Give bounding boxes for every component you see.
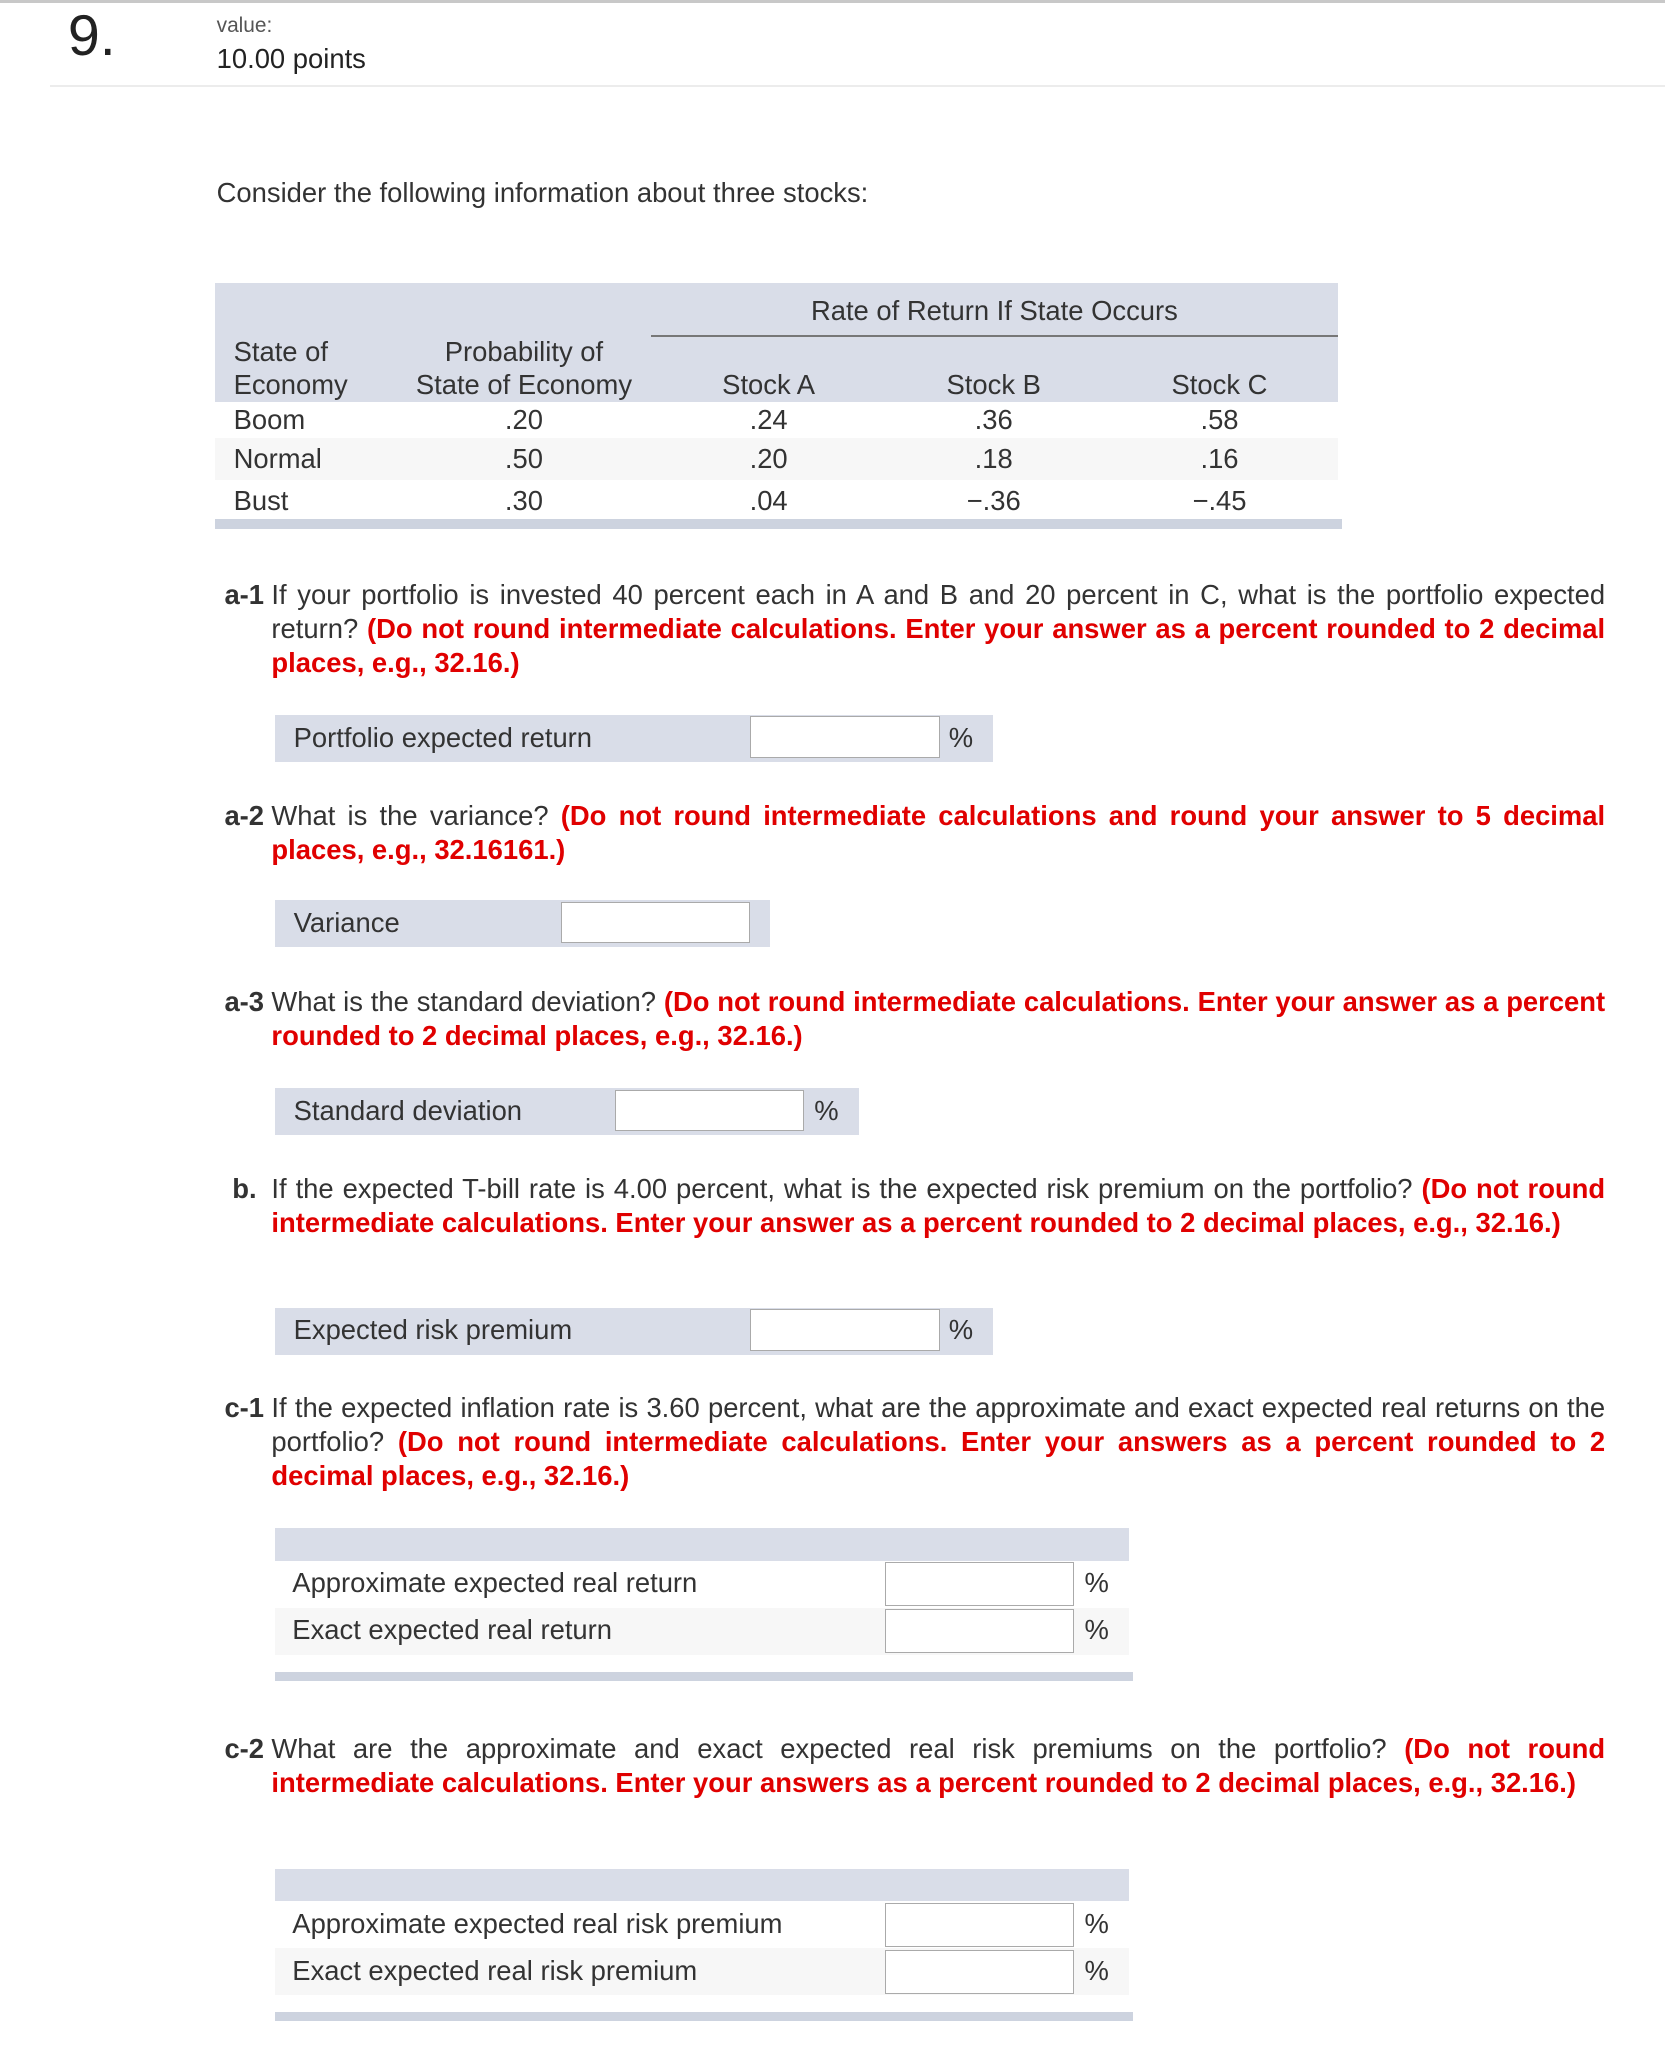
answer-row [275, 1948, 1128, 1995]
field-label: Expected risk premium [293, 1314, 573, 1346]
percent-unit: % [814, 1094, 839, 1126]
group-header-bar [275, 1869, 1128, 1902]
cell-state: Bust [233, 485, 289, 517]
points-value: 10.00 points [216, 43, 366, 75]
cell-a: .20 [749, 443, 788, 475]
part-text: What is the standard deviation? [271, 986, 656, 1018]
cell-a: .24 [749, 403, 788, 435]
part-instructions: (Do not round intermediate calculations. Enter your answers as a percent rounded to 2 decimal places, e.g., 32.16.) [271, 1426, 1606, 1491]
answer-row-risk-premium [275, 1308, 993, 1355]
percent-unit: % [1084, 1567, 1109, 1599]
col-state-header: State of Economy [233, 336, 348, 400]
part-text: What are the approximate and exact expected real risk premiums on the portfolio? [271, 1732, 1387, 1764]
part-instructions: (Do not round intermediate calculations. Enter your answer as a percent rounded to 2 decimal places, e.g., 32.16.) [271, 613, 1606, 678]
answer-group-real-risk-premiums [275, 1869, 1128, 2022]
part-label: a-3 [224, 986, 265, 1018]
top-divider [0, 0, 1665, 3]
answer-row-variance [275, 900, 770, 947]
answer-row [275, 1561, 1128, 1608]
part-text: If the expected T-bill rate is 4.00 percent, what is the expected risk premium on the portfolio? [271, 1172, 1413, 1204]
approximate-real-return-input[interactable] [885, 1562, 1074, 1606]
percent-unit: % [948, 1314, 974, 1346]
table-row [215, 438, 1337, 480]
answer-row-std-dev [275, 1088, 858, 1135]
cell-prob: .20 [504, 403, 543, 435]
cell-c: .16 [1200, 443, 1239, 475]
field-label: Exact expected real return [292, 1614, 613, 1646]
part-a2 [224, 799, 1605, 867]
portfolio-expected-return-input[interactable] [750, 716, 939, 758]
cell-prob: .30 [504, 485, 543, 517]
field-label: Approximate expected real risk premium [292, 1907, 783, 1939]
stock-returns-table [215, 283, 1337, 523]
exact-real-risk-premium-input[interactable] [885, 1950, 1074, 1994]
answer-row [275, 1901, 1128, 1948]
standard-deviation-input[interactable] [615, 1090, 804, 1132]
table-row [215, 402, 1337, 439]
group-header-bar [275, 1528, 1128, 1561]
header-divider [50, 85, 1665, 88]
percent-unit: % [948, 721, 974, 753]
col-stock-a-header: Stock A [722, 368, 816, 400]
part-a3 [224, 985, 1605, 1053]
part-a1 [224, 578, 1605, 680]
col-stock-c-header: Stock C [1171, 368, 1268, 400]
cell-prob: .50 [504, 443, 543, 475]
percent-unit: % [1084, 1954, 1109, 1986]
question-number: 9. [67, 3, 116, 68]
group-footer-bar [275, 1672, 1132, 1681]
part-instructions: (Do not round intermediate calculations. Enter your answers as a percent rounded to 2 decimal places, e.g., 32.16.) [271, 1732, 1606, 1798]
part-text: What is the variance? [271, 799, 549, 831]
part-instructions: (Do not round intermediate calculations. Enter your answer as a percent rounded to 2 decimal places, e.g., 32.16.) [271, 1172, 1606, 1238]
table-footer-bar [215, 519, 1341, 528]
answer-group-real-returns [275, 1528, 1128, 1681]
cell-b: −.36 [966, 485, 1021, 517]
percent-unit: % [1084, 1907, 1109, 1939]
answer-row [275, 1608, 1128, 1655]
field-label: Portfolio expected return [293, 721, 593, 753]
part-text: If your portfolio is invested 40 percent each in A and B and 20 percent in C, what is the portfolio expected return? [271, 579, 1606, 645]
part-instructions: (Do not round intermediate calculations and round your answer to 5 decimal places, e.g., 32.16161.) [271, 799, 1606, 865]
cell-c: −.45 [1192, 485, 1247, 517]
part-label: c-1 [224, 1392, 265, 1424]
cell-b: .36 [974, 403, 1013, 435]
part-instructions: (Do not round intermediate calculations. Enter your answer as a percent rounded to 2 decimal places, e.g., 32.16.) [271, 986, 1606, 1052]
approximate-real-risk-premium-input[interactable] [885, 1903, 1074, 1947]
col-probability-header: Probability of State of Economy [415, 336, 633, 400]
exact-real-return-input[interactable] [885, 1609, 1074, 1653]
field-label: Standard deviation [293, 1094, 523, 1126]
part-c2 [224, 1732, 1605, 1800]
part-label: a-2 [224, 799, 265, 831]
percent-unit: % [1084, 1614, 1109, 1646]
group-footer-bar [275, 2012, 1132, 2021]
cell-c: .58 [1200, 403, 1239, 435]
part-label: a-1 [224, 579, 265, 611]
answer-row-portfolio-return [275, 715, 993, 762]
cell-b: .18 [974, 443, 1013, 475]
cell-a: .04 [749, 485, 788, 517]
field-label: Exact expected real risk premium [292, 1954, 698, 1986]
part-label: b. [232, 1172, 257, 1204]
value-label: value: [216, 14, 273, 38]
table-row [215, 480, 1337, 523]
expected-risk-premium-input[interactable] [750, 1309, 939, 1351]
part-text: If the expected inflation rate is 3.60 percent, what are the approximate and exact expected real returns on the portfolio? [271, 1392, 1606, 1458]
field-label: Approximate expected real return [292, 1567, 698, 1599]
field-label: Variance [293, 906, 400, 938]
question-intro: Consider the following information about three stocks: [216, 177, 869, 209]
cell-state: Normal [233, 443, 322, 475]
cell-state: Boom [233, 403, 306, 435]
part-b [224, 1172, 1605, 1240]
group-header: Rate of Return If State Occurs [651, 283, 1337, 336]
variance-input[interactable] [561, 902, 750, 944]
part-c1 [224, 1391, 1605, 1493]
col-stock-b-header: Stock B [946, 368, 1041, 400]
part-label: c-2 [224, 1732, 265, 1764]
